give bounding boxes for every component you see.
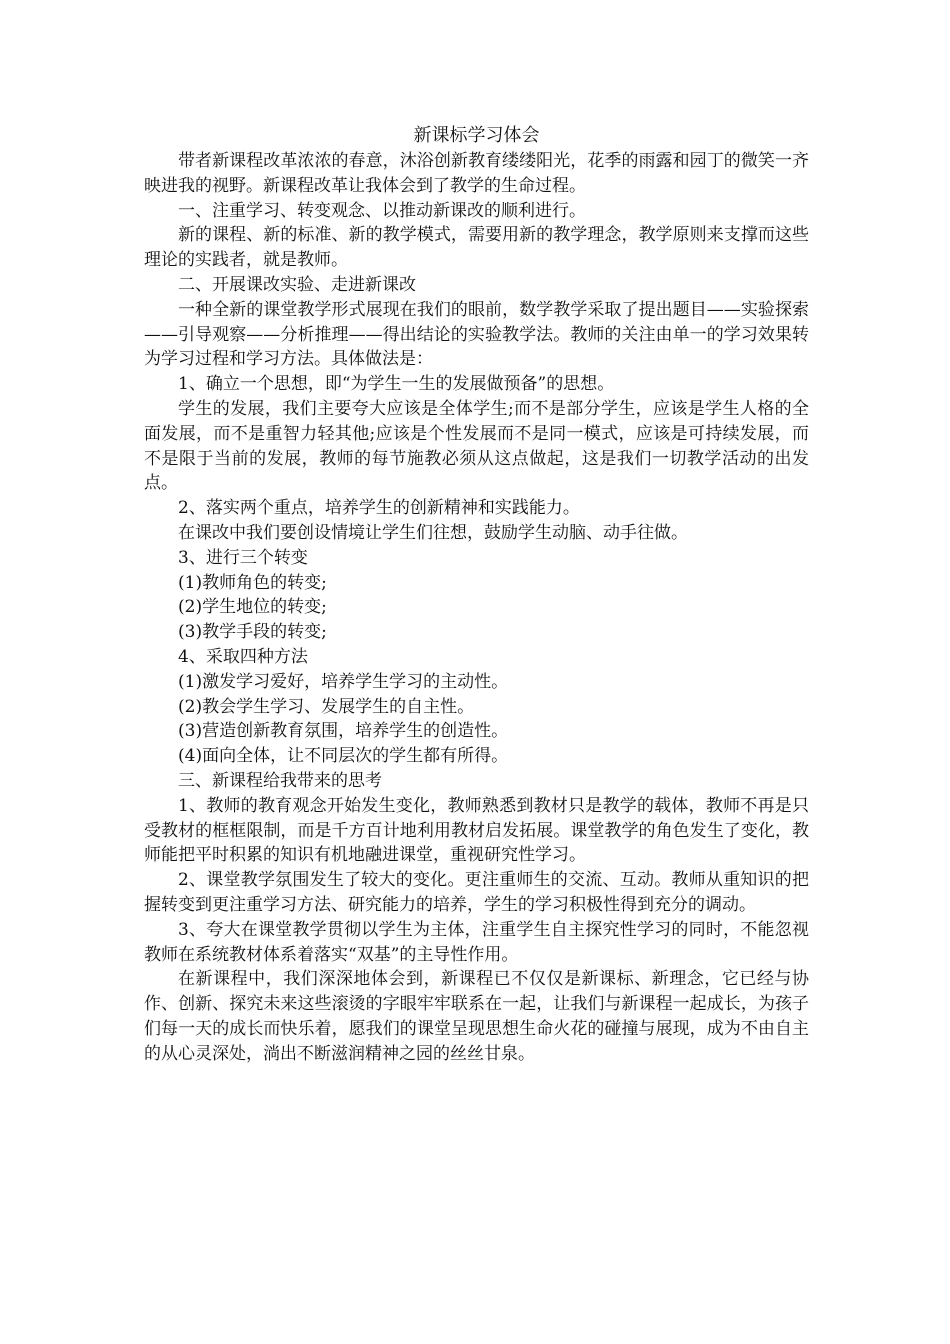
sub-list-item: (3)教学手段的转变; [178,622,327,643]
paragraph: 学生的发展，我们主要夸大应该是全体学生;而不是部分学生，应该是学生人格的全面发展，而不是重智力轻其他;应该是个性发展而不是同一模式，应该是可持续发展，而不是限于当前的发展，教师的每节施教必须从这点做起，这是我们一切教学活动的出发点。 [144,398,809,494]
list-item: 4、采取四种方法 [178,646,308,667]
paragraph: 新的课程、新的标准、新的教学模式，需要用新的教学理念，教学原则来支撑而这些理论的实践者，就是教师。 [144,225,809,271]
sub-list-item: (1)激发学习爱好，培养学生学习的主动性。 [178,671,509,692]
paragraph-intro: 带者新课程改革浓浓的春意，沐浴创新教育缕缕阳光，花季的雨露和园丁的微笑一齐映进我的视野。新课程改革让我体会到了教学的生命过程。 [144,151,809,196]
sub-list-item: (1)教师角色的转变; [178,572,327,593]
list-item: 3、进行三个转变 [178,547,308,568]
document-body [144,122,809,1066]
list-item: 2、落实两个重点，培养学生的创新精神和实践能力。 [178,498,580,519]
document-title: 新课标学习体会 [413,125,540,146]
paragraph: 1、教师的教育观念开始发生变化，教师熟悉到教材只是教学的载体，教师不再是只受教材的框框限制，而是千方百计地利用教材启发拓展。课堂教学的角色发生了变化，教师能把平时积累的知识有机地融进课堂，重视研究性学习。 [144,795,809,866]
sub-list-item: (4)面向全体，让不同层次的学生都有所得。 [178,746,509,767]
paragraph: 3、夸大在课堂教学贯彻以学生为主体，注重学生自主探究性学习的同时，不能忽视教师在系统教材体系着落实“双基”的主导性作用。 [144,919,809,965]
sub-list-item: (2)学生地位的转变; [178,597,327,618]
paragraph: 2、课堂教学氛围发生了较大的变化。更注重师生的交流、互动。教师从重知识的把握转变到更注重学习方法、研究能力的培养，学生的学习积极性得到充分的调动。 [144,870,809,915]
paragraph: 在课改中我们要创设情境让学生们往想，鼓励学生动脑、动手往做。 [178,522,688,543]
paragraph: 一种全新的课堂教学形式展现在我们的眼前，数学教学采取了提出题目——实验探索——引导观察——分析推理——得出结论的实验教学法。教师的关注由单一的学习效果转为学习过程和学习方法。具体做法是： [144,299,809,370]
paragraph-conclusion: 在新课程中，我们深深地体会到，新课程已不仅仅是新课标、新理念，它已经与协作、创新、探究未来这些滚烫的字眼牢牢联系在一起，让我们与新课程一起成长，为孩子们每一天的成长而快乐着，愿我们的课堂呈现思想生命火花的碰撞与展现，成为不由自主的从心灵深处，淌出不断滋润精神之园的丝丝甘泉。 [144,969,809,1064]
section-heading-1: 一、注重学习、转变观念、以推动新课改的顺利进行。 [178,200,586,221]
section-heading-2: 二、开展课改实验、走进新课改 [178,274,416,295]
sub-list-item: (3)营造创新教育氛围，培养学生的创造性。 [178,721,509,742]
list-item: 1、确立一个思想，即“为学生一生的发展做预备”的思想。 [178,374,615,395]
section-heading-3: 三、新课程给我带来的思考 [178,770,382,791]
sub-list-item: (2)教会学生学习、发展学生的自主性。 [178,696,475,717]
